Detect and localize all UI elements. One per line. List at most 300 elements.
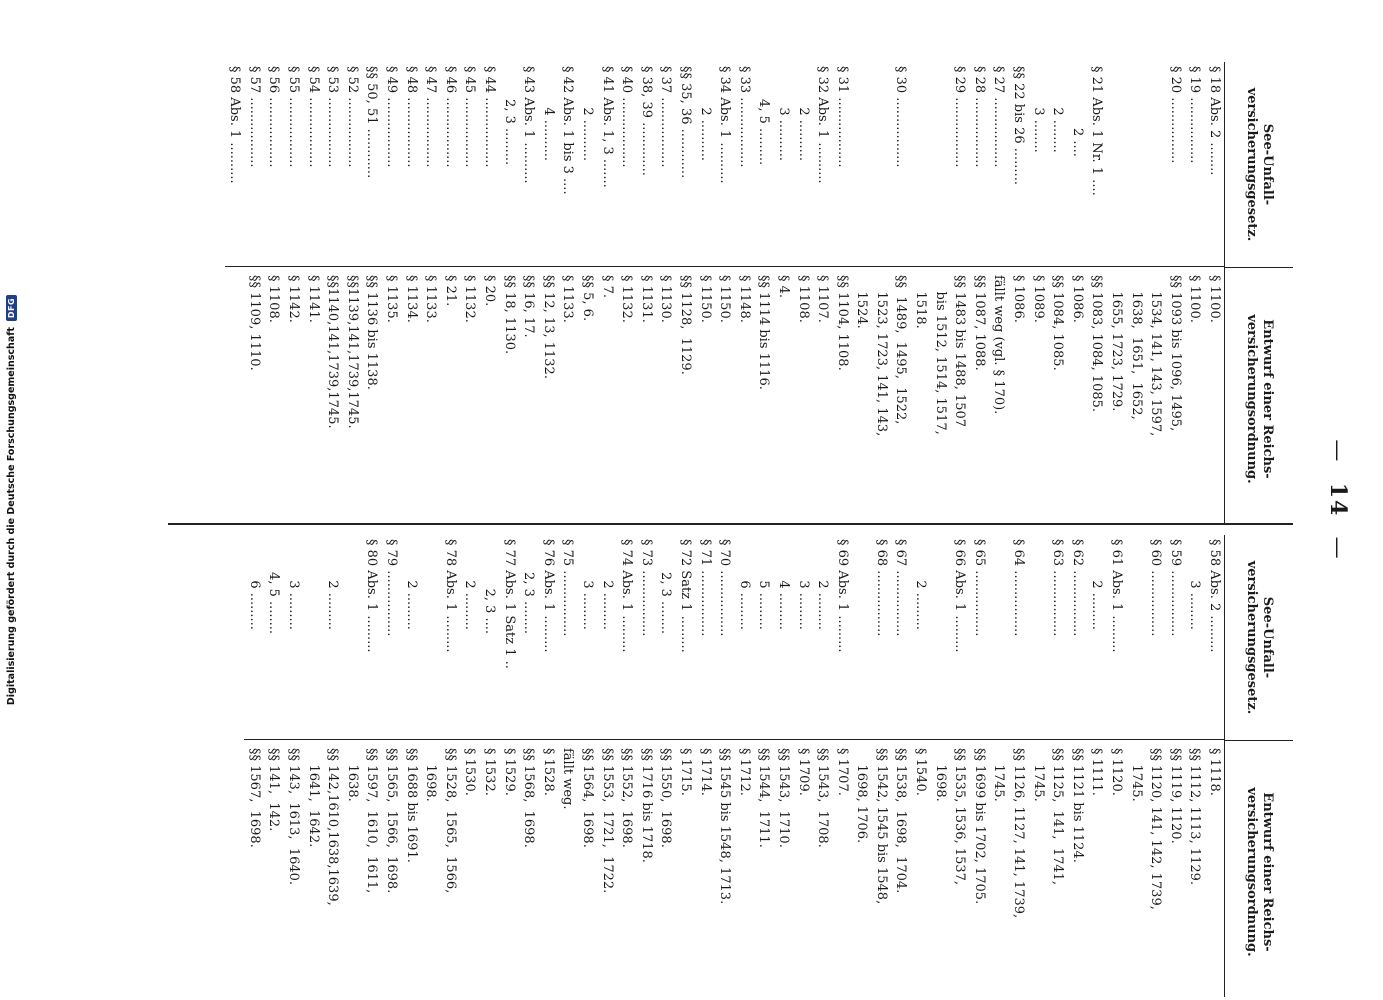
table-row <box>558 535 578 997</box>
right-table <box>244 535 1293 997</box>
table-row <box>1048 62 1068 524</box>
table-row <box>813 535 833 997</box>
table-row <box>871 535 891 997</box>
draft-section-cell: §§ 1084, 1085. <box>1050 275 1066 371</box>
draft-section-cell: §§1139,141,1739,1745. <box>344 275 360 429</box>
law-section-cell: 3 ......... <box>1185 535 1205 740</box>
law-section-cell: 6 ......... <box>734 535 754 740</box>
draft-section-cell: 1518. <box>913 275 929 329</box>
table-row <box>381 62 401 524</box>
table-row <box>1126 62 1146 524</box>
table-row <box>656 62 676 524</box>
draft-section-cell: §§ 1083, 1084, 1085. <box>1089 275 1105 413</box>
table-row <box>989 62 1009 524</box>
draft-section-cell: 1698. <box>423 748 439 802</box>
draft-section-cell: §§ 142,1610,1638,1639, <box>325 748 341 906</box>
draft-section-cell: §§ 1550, 1698. <box>658 748 674 848</box>
draft-section-cell: §§ 1528, 1565, 1566, <box>442 748 458 894</box>
law-section-cell: § 75 ................ <box>558 535 578 740</box>
draft-section-cell: fällt weg (vgl. § 170). <box>991 275 1007 415</box>
law-section-cell: § 58 Abs. 1 .......... <box>225 62 245 267</box>
law-section-cell: § 55 ................. <box>284 62 304 267</box>
table-row <box>519 62 539 524</box>
draft-section-cell: § 1142. <box>286 275 302 323</box>
table-row <box>675 62 695 524</box>
draft-section-cell: § 1108. <box>795 275 811 323</box>
law-section-cell: § 37 ................. <box>656 62 676 267</box>
draft-section-cell: § 1107. <box>815 275 831 323</box>
draft-section-cell: § 1089. <box>1030 275 1046 323</box>
law-section-cell: 2 ......... <box>597 535 617 740</box>
table-row <box>734 62 754 524</box>
table-row <box>1087 535 1107 997</box>
law-section-cell: 3 .......... <box>773 62 793 267</box>
law-section-cell: § 43 Abs. 1 .......... <box>519 62 539 267</box>
law-section-cell: 2 .... <box>1067 62 1087 267</box>
table-row <box>1067 62 1087 524</box>
left-table <box>225 62 1293 524</box>
law-section-cell: § 44 ................. <box>479 62 499 267</box>
table-row <box>538 535 558 997</box>
table-row <box>264 62 284 524</box>
draft-section-cell: § 1100. <box>1207 275 1222 323</box>
table-row <box>950 62 970 524</box>
table-row <box>440 62 460 524</box>
law-section-cell <box>871 62 891 267</box>
table-row <box>695 62 715 524</box>
table-row <box>342 535 362 997</box>
draft-section-cell: § 20. <box>482 275 498 307</box>
law-section-cell <box>989 535 1009 740</box>
draft-section-cell: §§ 1542, 1545 bis 1548, <box>873 748 889 905</box>
draft-section-cell: § 1709. <box>795 748 811 796</box>
law-section-cell: § 59 ................ <box>1165 535 1185 740</box>
law-section-cell: 2 ........ <box>1048 62 1068 267</box>
table-row <box>381 535 401 997</box>
law-section-cell: § 54 ................. <box>303 62 323 267</box>
draft-section-cell: 1655, 1723, 1729. <box>1109 275 1125 412</box>
table-row <box>460 62 480 524</box>
right-header-law: See-Unfall-versicherungsgesetz. <box>1225 535 1293 741</box>
draft-section-cell: 1698, 1706. <box>854 748 870 844</box>
law-section-cell: 3 ......... <box>284 535 304 740</box>
table-row <box>695 535 715 997</box>
table-row <box>1185 62 1205 524</box>
draft-section-cell: § 1715. <box>677 748 693 796</box>
law-section-cell: 2 .......... <box>577 62 597 267</box>
left-header <box>1224 62 1293 524</box>
law-section-cell: § 70 ................ <box>715 535 735 740</box>
law-section-cell: 3 ......... <box>793 535 813 740</box>
draft-section-cell: bis 1512, 1514, 1517, <box>932 275 948 435</box>
law-section-cell: 2 ......... <box>813 535 833 740</box>
table-row <box>323 535 343 997</box>
law-section-cell: § 53 ................. <box>323 62 343 267</box>
draft-section-cell: §§ 1544, 1711. <box>756 748 772 848</box>
law-section-cell: 2, 3 ........ <box>519 535 539 740</box>
law-section-cell: § 46 ................. <box>440 62 460 267</box>
table-row <box>871 62 891 524</box>
table-row <box>891 62 911 524</box>
law-section-cell: § 60 ................ <box>1146 535 1166 740</box>
table-row <box>950 535 970 997</box>
draft-section-cell: 1745. <box>991 748 1007 802</box>
page-number-line <box>1325 0 1351 1000</box>
draft-section-cell: 1523, 1723, 141, 143, <box>873 275 889 437</box>
law-section-cell: 2 ......... <box>460 535 480 740</box>
table-row <box>773 62 793 524</box>
table-row <box>421 62 441 524</box>
right-rows <box>244 535 1224 997</box>
draft-section-cell <box>225 267 245 524</box>
draft-section-cell: 1638. <box>344 748 360 802</box>
draft-section-cell: §§ 1125, 141, 1741, <box>1050 748 1066 886</box>
draft-section-cell: §§ 1716 bis 1718. <box>638 748 654 863</box>
table-row <box>244 535 264 997</box>
table-row <box>675 535 695 997</box>
law-section-cell: 4, 5 ........ <box>264 535 284 740</box>
draft-section-cell: § 1712. <box>736 748 752 796</box>
draft-section-cell: §§ 1093 bis 1096, 1495, <box>1167 275 1183 432</box>
table-row <box>969 535 989 997</box>
law-section-cell: § 72 Satz 1 ......... <box>675 535 695 740</box>
table-row <box>793 535 813 997</box>
law-section-cell: §§ 35, 36 ............ <box>675 62 695 267</box>
law-section-cell: § 56 ................. <box>264 62 284 267</box>
law-section-cell: 4, 5 ......... <box>754 62 774 267</box>
draft-section-cell: § 1714. <box>697 748 713 796</box>
table-row <box>577 62 597 524</box>
law-section-cell: § 52 ................. <box>342 62 362 267</box>
law-section-cell: § 68 ................ <box>871 535 891 740</box>
draft-section-cell: §§ 1699 bis 1702, 1705. <box>971 748 987 905</box>
table-row <box>1008 62 1028 524</box>
table-row <box>225 62 245 524</box>
draft-section-cell: § 7. <box>599 275 615 299</box>
draft-section-cell: § 1132. <box>619 275 635 323</box>
table-row <box>969 62 989 524</box>
draft-section-cell: §§ 1120, 141, 142, 1739, <box>1148 748 1164 910</box>
table-row <box>538 62 558 524</box>
table-row <box>773 535 793 997</box>
law-section-cell <box>911 62 931 267</box>
table-row <box>1028 535 1048 997</box>
draft-section-cell: 1524. <box>854 275 870 329</box>
draft-section-cell: § 1532. <box>482 748 498 796</box>
draft-section-cell: §§ 1104, 1108. <box>834 275 850 371</box>
law-section-cell <box>1126 62 1146 267</box>
law-section-cell: § 45 ................. <box>460 62 480 267</box>
table-row <box>1008 535 1028 997</box>
table-row <box>1087 62 1107 524</box>
law-section-cell: § 41 Abs. 1, 3 ....... <box>597 62 617 267</box>
draft-section-cell: 1745. <box>1030 748 1046 802</box>
law-section-cell: § 74 Abs. 1 ......... <box>617 535 637 740</box>
left-rows <box>225 62 1224 524</box>
law-section-cell: 5 ......... <box>754 535 774 740</box>
law-section-cell: § 61 Abs. 1 ......... <box>1106 535 1126 740</box>
law-section-cell: § 63 ................ <box>1048 535 1068 740</box>
law-section-cell: § 69 Abs. 1 ......... <box>832 535 852 740</box>
draft-section-cell: § 1100. <box>1187 275 1203 323</box>
table-row <box>284 62 304 524</box>
page-number: 14 <box>1325 482 1351 518</box>
law-section-cell: 2, 3 ........ <box>656 535 676 740</box>
draft-section-cell: §§ 141, 142. <box>266 748 282 832</box>
table-row <box>499 535 519 997</box>
table-row <box>1165 535 1185 997</box>
draft-section-cell: §§ 1114 bis 1116. <box>756 275 772 390</box>
law-section-cell: § 38, 39 ............. <box>636 62 656 267</box>
draft-section-cell: 1698. <box>932 748 948 802</box>
draft-section-cell: §§ 1597, 1610, 1611, <box>364 748 380 894</box>
table-row <box>244 62 264 524</box>
law-section-cell: § 80 Abs. 1 ......... <box>362 535 382 740</box>
dash-right: — <box>1325 536 1350 561</box>
draft-section-cell: §§ 1483 bis 1488, 1507 <box>952 275 968 428</box>
table-row <box>832 535 852 997</box>
law-section-cell: § 78 Abs. 1 ......... <box>440 535 460 740</box>
table-row <box>930 62 950 524</box>
law-section-cell: § 76 Abs. 1 ......... <box>538 535 558 740</box>
table-row <box>440 535 460 997</box>
table-row <box>519 535 539 997</box>
draft-section-cell: § 1086. <box>1069 275 1085 323</box>
draft-section-cell: 1641, 1642. <box>305 748 321 848</box>
law-section-cell: 2, 3 .... <box>479 535 499 740</box>
draft-section-cell: § 1540. <box>913 748 929 796</box>
law-section-cell <box>930 62 950 267</box>
law-section-cell: §§ 22 bis 26 ......... <box>1008 62 1028 267</box>
left-header-law: See-Unfall-versicherungsgesetz. <box>1225 62 1293 268</box>
draft-section-cell: § 1130. <box>658 275 674 323</box>
draft-section-cell: §§ 1567, 1698. <box>246 748 262 848</box>
table-row <box>1204 535 1224 997</box>
table-row <box>362 535 382 997</box>
draft-section-cell: §§ 1568, 1698. <box>521 748 537 848</box>
table-row <box>323 62 343 524</box>
law-section-cell: § 49 ................. <box>381 62 401 267</box>
law-section-cell: § 19 ................ <box>1185 62 1205 267</box>
draft-section-cell: § 1134. <box>403 275 419 323</box>
table-row <box>813 62 833 524</box>
law-section-cell: § 32 Abs. 1 .......... <box>813 62 833 267</box>
law-section-cell: 3 ........ <box>1028 62 1048 267</box>
draft-section-cell: § 1150. <box>697 275 713 323</box>
law-section-cell: § 77 Abs. 1 Satz 1 .. <box>499 535 519 740</box>
draft-section-cell: §§ 1112, 1113, 1129. <box>1187 748 1203 886</box>
draft-section-cell: § 1118. <box>1207 748 1222 796</box>
table-row <box>636 62 656 524</box>
table-row <box>303 62 323 524</box>
table-row <box>911 62 931 524</box>
table-row <box>401 62 421 524</box>
dash-left: — <box>1325 439 1350 464</box>
law-section-cell: § 66 Abs. 1 ......... <box>950 535 970 740</box>
right-header-draft: Entwurf einer Reichs-versicherungsordnung. <box>1244 787 1275 957</box>
draft-section-cell: §§ 12, 13, 1132. <box>540 275 556 379</box>
table-row <box>793 62 813 524</box>
table-row <box>1048 535 1068 997</box>
table-row <box>1067 535 1087 997</box>
draft-section-cell: § 1120. <box>1109 748 1125 796</box>
law-section-cell: 2 .......... <box>793 62 813 267</box>
table-row <box>284 535 304 997</box>
law-section-cell <box>342 535 362 740</box>
draft-section-cell: §§ 1121 bis 1124. <box>1069 748 1085 863</box>
table-row <box>479 535 499 997</box>
left-header-draft: Entwurf einer Reichs-versicherungsordnung. <box>1244 314 1275 484</box>
law-section-cell <box>1106 62 1126 267</box>
draft-section-cell: § 1086. <box>1011 275 1027 323</box>
law-section-cell <box>852 535 872 740</box>
law-section-cell: § 58 Abs. 2 ......... <box>1204 535 1224 740</box>
law-section-cell: 2, 3 ......... <box>499 62 519 267</box>
table-row <box>852 62 872 524</box>
law-section-cell <box>1126 535 1146 740</box>
table-row <box>754 62 774 524</box>
draft-section-cell: §§ 16, 17. <box>521 275 537 338</box>
right-header <box>1224 535 1293 997</box>
draft-section-cell: § 1111. <box>1089 748 1105 796</box>
table-row <box>577 535 597 997</box>
table-row <box>715 535 735 997</box>
table-row <box>342 62 362 524</box>
draft-section-cell: 1638, 1651, 1652, <box>1128 275 1144 420</box>
draft-section-cell: § 1135. <box>384 275 400 323</box>
law-section-cell: § 29 ................. <box>950 62 970 267</box>
draft-section-cell: §§ 1565, 1566, 1698. <box>384 748 400 894</box>
draft-section-cell: 1745. <box>1128 748 1144 802</box>
law-section-cell: § 20 ................ <box>1165 62 1185 267</box>
table-row <box>734 535 754 997</box>
draft-section-cell: §§ 1126, 1127, 141, 1739, <box>1011 748 1027 919</box>
law-section-cell: § 42 Abs. 1 bis 3 .... <box>558 62 578 267</box>
draft-section-cell: §§ 1564, 1698. <box>580 748 595 848</box>
draft-section-cell: §§ 5, 6. <box>580 275 595 322</box>
law-section-cell: 2 ......... <box>911 535 931 740</box>
law-section-cell: § 31 ................. <box>832 62 852 267</box>
draft-section-cell: §§1140,141,1739,1745. <box>325 275 341 429</box>
table-row <box>303 535 323 997</box>
law-section-cell: § 21 Abs. 1 Nr. 1 .... <box>1087 62 1107 267</box>
law-section-cell: § 27 ................. <box>989 62 1009 267</box>
law-section-cell: 4 .......... <box>538 62 558 267</box>
law-section-cell: 2 .......... <box>695 62 715 267</box>
table-row <box>362 62 382 524</box>
law-section-cell: 2 ......... <box>401 535 421 740</box>
law-section-cell <box>930 535 950 740</box>
law-section-cell: § 65 ................ <box>969 535 989 740</box>
draft-section-cell: § 4. <box>775 275 791 299</box>
law-section-cell: § 47 ................. <box>421 62 441 267</box>
law-section-cell: § 62 ................ <box>1067 535 1087 740</box>
draft-section-cell: §§ 1543, 1710. <box>775 748 791 848</box>
draft-section-cell: § 21. <box>442 275 458 307</box>
table-row <box>597 535 617 997</box>
draft-section-cell: §§ 1552, 1698. <box>619 748 635 848</box>
table-row <box>715 62 735 524</box>
law-section-cell: § 30 ................. <box>891 62 911 267</box>
draft-section-cell: § 1529. <box>501 748 517 796</box>
draft-section-cell: § 1141. <box>305 275 321 323</box>
law-section-cell: § 48 ................. <box>401 62 421 267</box>
draft-section-cell: §§ 143, 1613, 1640. <box>286 748 302 886</box>
draft-section-cell: §§ 1553, 1721, 1722. <box>599 748 615 894</box>
law-section-cell <box>852 62 872 267</box>
dfg-logo: DFG <box>6 295 17 321</box>
draft-section-cell: §§ 1543, 1708. <box>815 748 831 848</box>
table-row <box>617 535 637 997</box>
table-row <box>1185 535 1205 997</box>
table-row <box>636 535 656 997</box>
draft-section-cell: §§ 1535, 1536, 1537, <box>952 748 968 886</box>
draft-section-cell: § 1528. <box>540 748 556 796</box>
law-section-cell: § 67 ................ <box>891 535 911 740</box>
draft-section-cell: §§ 1545 bis 1548, 1713. <box>717 748 733 905</box>
table-row <box>754 535 774 997</box>
draft-section-cell: § 1133. <box>423 275 439 323</box>
law-section-cell <box>1028 535 1048 740</box>
table-row <box>1146 535 1166 997</box>
draft-section-cell: §§ 1136 bis 1138. <box>364 275 380 390</box>
law-section-cell: § 64 ................ <box>1008 535 1028 740</box>
table-row <box>930 535 950 997</box>
draft-section-cell: §§ 1688 bis 1691. <box>403 748 419 863</box>
draft-section-cell: fällt weg. <box>560 748 576 810</box>
table-row <box>656 535 676 997</box>
draft-section-cell: §§ 18, 1130. <box>501 275 517 355</box>
law-section-cell: §§ 50, 51 ............ <box>362 62 382 267</box>
draft-section-cell: §§ 1128, 1129. <box>677 275 693 375</box>
table-row <box>264 535 284 997</box>
table-row <box>891 535 911 997</box>
law-section-cell <box>1146 62 1166 267</box>
table-row <box>460 535 480 997</box>
law-section-cell: 2 ......... <box>1087 535 1107 740</box>
draft-section-cell: § 1108. <box>266 275 282 323</box>
law-section-cell: § 40 ................. <box>617 62 637 267</box>
table-row <box>1106 62 1126 524</box>
law-section-cell: § 28 ................. <box>969 62 989 267</box>
draft-section-cell: § 1707. <box>834 748 850 796</box>
law-section-cell: § 18 Abs. 2 ........ <box>1204 62 1224 267</box>
law-section-cell: § 33 ................. <box>734 62 754 267</box>
table-row <box>832 62 852 524</box>
table-row <box>617 62 637 524</box>
table-row <box>852 535 872 997</box>
draft-section-cell: § 1150. <box>717 275 733 323</box>
draft-section-cell: §§ 1538, 1698, 1704. <box>893 748 909 894</box>
draft-section-cell: §§ 1109, 1110. <box>246 275 262 371</box>
table-row <box>479 62 499 524</box>
table-row <box>401 535 421 997</box>
law-section-cell: 4 ......... <box>773 535 793 740</box>
table-row <box>989 535 1009 997</box>
table-row <box>597 62 617 524</box>
table-row <box>1106 535 1126 997</box>
table-row <box>1165 62 1185 524</box>
law-section-cell <box>303 535 323 740</box>
law-section-cell <box>421 535 441 740</box>
law-section-cell: § 73 ................ <box>636 535 656 740</box>
table-row <box>1028 62 1048 524</box>
draft-section-cell: § 1133. <box>560 275 576 323</box>
draft-section-cell: §§ 1087, 1088. <box>971 275 987 371</box>
law-section-cell: 6 ......... <box>244 535 264 740</box>
table-row <box>911 535 931 997</box>
draft-section-cell: §§ 1119, 1120. <box>1167 748 1183 844</box>
